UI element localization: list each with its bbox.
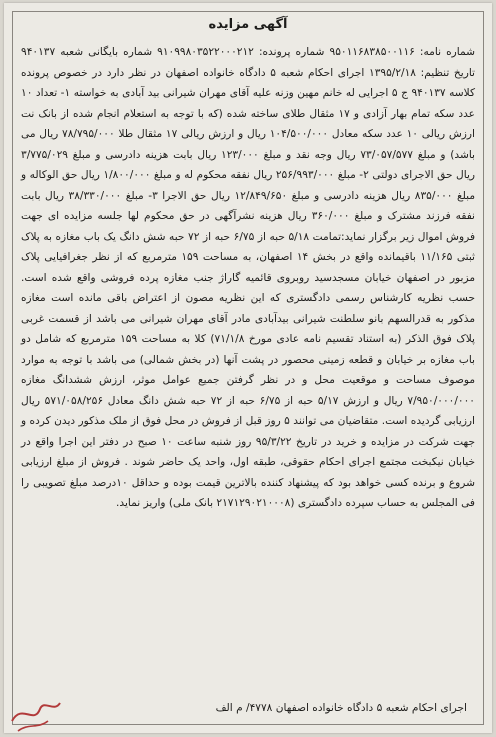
notice-title: آگهی مزایده: [208, 17, 288, 32]
notice-body: شماره نامه: ۹۵۰۱۱۶۸۳۸۵۰۰۱۱۶ شماره پرونده: ۹۱۰۹۹۸۰۳۵۲۲۰۰۰۲۱۲ شماره بایگانی شعبه ۹۴۰۱۳۷ تاریخ تنظیم: ۱۳۹۵/۲/۱۸ اجرای احکام شعبه ۵ دادگاه خانواده اصفهان در نظر دارد در خصوص پرونده کلاسه ۹۴۰۱۳۷ ج ۵ اجرایی له خانم مهین وزنه علیه آقای مهران شیرانی بید آبادی به خواسته ۱- تعداد ۱۰ عدد سکه تمام بهار آزادی و ۱۷ مثقال طلای ساخته شده (که با توجه به استعلام انجام شده از بانک نت ارزش ریالی ۱۰ عدد سکه معادل ۱۰۴/۵۰۰/۰۰۰ ریال و ارزش ریالی ۱۷ مثقال طلا ۷۸/۷۹۵/۰۰۰ ریال می باشد) و مبلغ ۷۳/۰۵۷/۵۷۷ ریال وجه نقد و مبلغ ۱۲۳/۰۰۰ ریال بابت هزینه دادرسی و مبلغ ۳/۷۷۵/۰۲۹ ریال حق الاجرای دولتی ۲- مبلغ ۲۵۶/۹۹۳/۰۰۰ ریال نفقه محکوم له و مبلغ ۱/۸۰۰/۰۰۰ ریال حق الوکاله و مبلغ ۸۳۵/۰۰۰ ریال هزینه دادرسی و مبلغ ۱۲/۸۴۹/۶۵۰ ریال حق الاجرا ۳- مبلغ ۳۸/۳۳۰/۰۰۰ ریال بابت نفقه فرزند مشترک و مبلغ ۳۶۰/۰۰۰ ریال هزینه نشرآگهی در حق محکوم لها جلسه مزایده ای جهت فروش اموال زیر برگزار نماید:تمامت ۵/۱۸ حبه از ۶/۷۵ حبه از ۷۲ حبه شش دانگ یک باب مغازه به پلاک ثبتی ۱۱/۱۶۵ باقیمانده واقع در بخش ۱۴ اصفهان، به مساحت ۱۵۹ مترمربع که از نظر جغرافیایی پلاک مزبور در اصفهان خیابان مسجدسید روبروی قائمیه گاراژ جنب مغازه پرده فروشی واقع شده است. حسب نظریه کارشناس رسمی دادگستری که این نظریه مصون از اعتراض باقی مانده است مغازه مذکور به قدرالسهم بانو سلطنت شیرانی بیدآبادی مادر آقای مهران شیرانی می باشد از قسمت غربی پلاک فوق الذکر (به استناد تقسیم نامه عادی مورخ ۷۱/۱/۸) کلا به مساحت ۱۵۹ مترمربع که شامل دو باب مغازه بر خیابان و قطعه زمینی محصور در پشت آنها (در بخش شمالی) می باشد با توجه به موارد موصوف مساحت و موقعیت محل و در نظر گرفتن جمیع عوامل موثر، ارزش ششدانگ مغازه ۷/۹۵۰/۰۰۰/۰۰۰ ریال و ارزش ۵/۱۷ حبه از ۶/۷۵ حبه از ۷۲ حبه شش دانگ معادل ۵۷۱/۰۵۸/۲۵۶ ریال ارزیابی گردیده است. متقاضیان می توانند ۵ روز قبل از فروش در محل فوق از ملک مذکور دیدن کرده و جهت شرکت در مزایده و خرید در تاریخ ۹۵/۳/۲۲ روز شنبه ساعت ۱۰ صبح در دفتر این اجرا واقع در خیابان نیکبخت مجتمع اجرای احکام حقوقی، طبقه اول، واحد یک حاضر شوند . فروش از مبلغ ارزیابی شروع و برنده کسی خواهد بود که پیشنهاد کننده بالاترین قیمت بوده و حداقل ۱۰درصد مبلغ تصویبی را فی المجلس به حساب سپرده دادگستری (۲۱۷۱۲۹۰۲۱۰۰۰۸ بانک ملی) واریز نماید.: [21, 46, 476, 509]
notice-footer: اجرای احکام شعبه ۵ دادگاه خانواده اصفهان ۴۷۷۸/ م الف: [215, 702, 467, 714]
notice-frame: [12, 11, 484, 725]
newspaper-clipping: [4, 3, 492, 733]
handwritten-mark-icon: [4, 673, 74, 733]
